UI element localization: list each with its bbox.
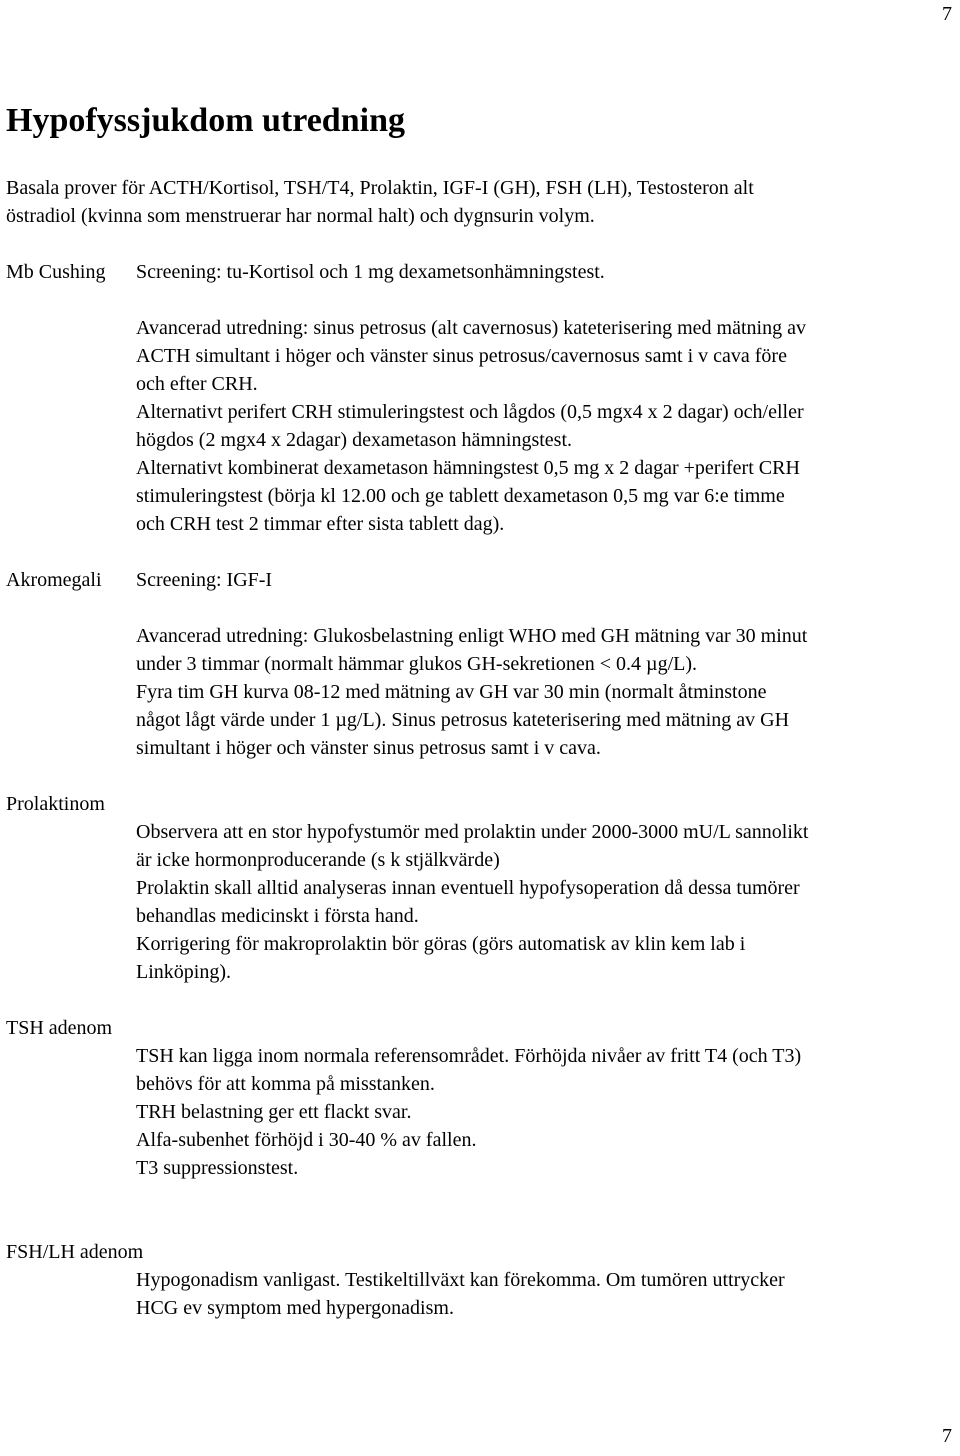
- text-line: Prolaktin skall alltid analyseras innan eventuell hypofysoperation då dessa tumörer: [136, 877, 800, 899]
- text-line: Hypogonadism vanligast. Testikeltillväxt kan förekomma. Om tumören uttrycker: [136, 1269, 785, 1291]
- text-line: något lågt värde under 1 µg/L). Sinus petrosus kateterisering med mätning av GH: [136, 709, 790, 731]
- prolaktinom-details: [136, 818, 960, 986]
- text-line: behandlas medicinskt i första hand.: [136, 905, 419, 927]
- text-line: Alternativt perifert CRH stimuleringstest och lågdos (0,5 mgx4 x 2 dagar) och/eller: [136, 401, 804, 423]
- text-line: Alternativt kombinerat dexametason hämningstest 0,5 mg x 2 dagar +perifert CRH: [136, 457, 800, 479]
- text-line: TSH kan ligga inom normala referensområdet. Förhöjda nivåer av fritt T4 (och T3): [136, 1045, 802, 1067]
- text-line: och efter CRH.: [136, 373, 258, 395]
- text-line: simultant i höger och vänster sinus petrosus samt i v cava.: [136, 737, 601, 759]
- page-number-top: 7: [942, 3, 952, 25]
- section-label-fsh-lh-adenom: FSH/LH adenom: [6, 1241, 144, 1263]
- cushing-details: [136, 314, 960, 538]
- text-line: TRH belastning ger ett flackt svar.: [136, 1101, 412, 1123]
- text-line: Fyra tim GH kurva 08-12 med mätning av GH var 30 min (normalt åtminstone: [136, 681, 767, 703]
- page-title: Hypofyssjukdom utredning: [6, 102, 405, 139]
- section-label-akromegali: Akromegali: [6, 569, 102, 591]
- text-line: Avancerad utredning: Glukosbelastning enligt WHO med GH mätning var 30 minut: [136, 625, 808, 647]
- page-number-bottom: 7: [942, 1425, 952, 1447]
- intro-line: Basala prover för ACTH/Kortisol, TSH/T4, Prolaktin, IGF-I (GH), FSH (LH), Testosteron alt: [6, 177, 754, 199]
- intro-line: östradiol (kvinna som menstruerar har normal halt) och dygnsurin volym.: [6, 205, 595, 227]
- section-label-tsh-adenom: TSH adenom: [6, 1017, 113, 1039]
- akromegali-details: [136, 622, 960, 762]
- text-line: Avancerad utredning: sinus petrosus (alt cavernosus) kateterisering med mätning av: [136, 317, 806, 339]
- text-line: stimuleringstest (börja kl 12.00 och ge tablett dexametason 0,5 mg var 6:e timme: [136, 485, 785, 507]
- intro-paragraph: [6, 174, 956, 230]
- text-line: Linköping).: [136, 961, 231, 983]
- akromegali-screening: Screening: IGF-I: [136, 569, 273, 591]
- text-line: och CRH test 2 timmar efter sista tablett dag).: [136, 513, 505, 535]
- cushing-screening: Screening: tu-Kortisol och 1 mg dexametsonhämningstest.: [136, 261, 605, 283]
- text-line: Observera att en stor hypofystumör med prolaktin under 2000-3000 mU/L sannolikt: [136, 821, 809, 843]
- tsh-details: [136, 1042, 960, 1182]
- text-line: är icke hormonproducerande (s k stjälkvärde): [136, 849, 500, 871]
- text-line: Alfa-subenhet förhöjd i 30-40 % av fallen.: [136, 1129, 477, 1151]
- text-line: Korrigering för makroprolaktin bör göras (görs automatisk av klin kem lab i: [136, 933, 746, 955]
- text-line: T3 suppressionstest.: [136, 1157, 299, 1179]
- section-label-cushing: Mb Cushing: [6, 261, 106, 283]
- text-line: högdos (2 mgx4 x 2dagar) dexametason hämningstest.: [136, 429, 573, 451]
- text-line: behövs för att komma på misstanken.: [136, 1073, 435, 1095]
- text-line: HCG ev symptom med hypergonadism.: [136, 1297, 454, 1319]
- text-line: under 3 timmar (normalt hämmar glukos GH-sekretionen < 0.4 µg/L).: [136, 653, 698, 675]
- text-line: ACTH simultant i höger och vänster sinus petrosus/cavernosus samt i v cava före: [136, 345, 787, 367]
- section-label-prolaktinom: Prolaktinom: [6, 793, 105, 815]
- fshlh-details: [136, 1266, 960, 1322]
